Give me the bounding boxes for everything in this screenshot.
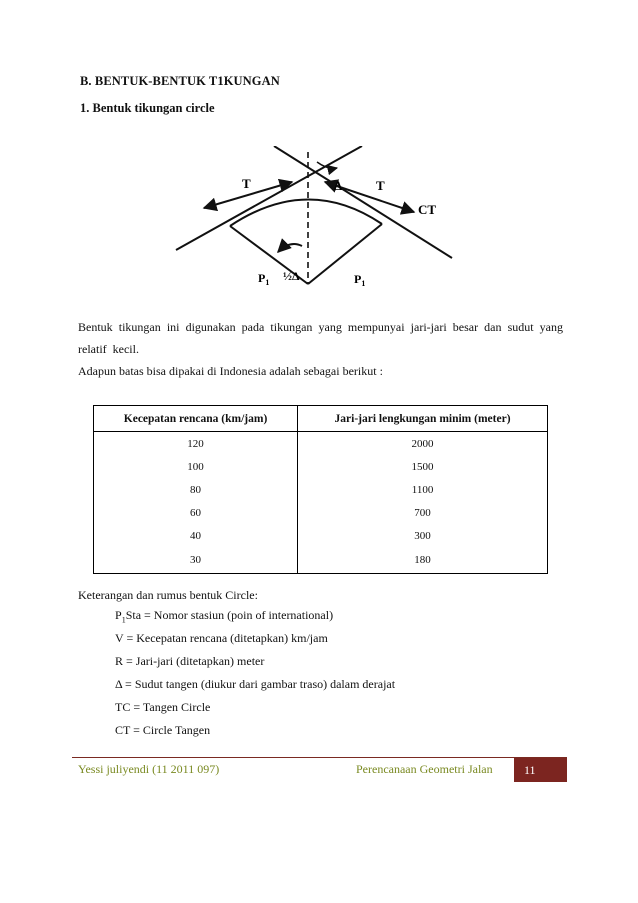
label-delta: Δ (334, 178, 343, 193)
table-cell-speed: 120 (94, 432, 298, 456)
footer-divider (72, 757, 567, 758)
legend-item: CT = Circle Tangen (115, 723, 211, 737)
label-p1-left: $P_1$ (258, 271, 270, 287)
table-cell-speed: 60 (94, 501, 298, 524)
table-cell-speed: 30 (94, 547, 298, 574)
legend-title: Keterangan dan rumus bentuk Circle: (78, 588, 258, 602)
paragraph-limits-intro: Adapun batas bisa dipakai di Indonesia adalah sebagai berikut : (78, 364, 383, 378)
circle-arc (230, 199, 382, 226)
radius-right (308, 224, 382, 284)
table-row (94, 478, 548, 501)
label-t-left: T (242, 176, 251, 191)
page-number: 11 (514, 758, 567, 782)
circle-curve-diagram (170, 146, 460, 304)
legend-item: R = Jari-jari (ditetapkan) meter (115, 654, 265, 668)
table-row (94, 455, 548, 478)
table-cell-speed: 100 (94, 455, 298, 478)
legend-item: Δ = Sudut tangen (diukur dari gambar traso) dalam derajat (115, 677, 396, 691)
footer-course: Perencanaan Geometri Jalan (356, 762, 493, 776)
table-cell-speed: 40 (94, 524, 298, 547)
subsection-title: 1. Bentuk tikungan circle (80, 101, 215, 115)
legend-item: V = Kecepatan rencana (ditetapkan) km/jam (115, 631, 328, 645)
table-cell-radius: 180 (298, 547, 548, 574)
table-cell-radius: 2000 (298, 432, 548, 456)
table-cell-radius: 700 (298, 501, 548, 524)
table-cell-radius: 1500 (298, 455, 548, 478)
table-header-speed: Kecepatan rencana (km/jam) (94, 406, 298, 432)
table-cell-radius: 1100 (298, 478, 548, 501)
legend-item-p1sta: $P_1Sta$ = Nomor stasiun (poin of international) (115, 608, 334, 625)
table-cell-speed: 80 (94, 478, 298, 501)
label-half-delta: ½Δ (283, 269, 300, 283)
table-cell-radius: 300 (298, 524, 548, 547)
radius-limits-table (93, 405, 548, 574)
paragraph-description: Bentuk tikungan ini digunakan pada tikungan yang mempunyai jari-jari besar dan sudut yang relatif kecil. (78, 320, 563, 356)
table-header-row (94, 406, 548, 432)
half-delta-angle-arc (278, 244, 302, 252)
table-row (94, 524, 548, 547)
tangent-line-left (176, 146, 362, 250)
label-t-right: T (376, 178, 385, 193)
section-title: B. BENTUK-BENTUK T1KUNGAN (80, 74, 280, 88)
legend-item: TC = Tangen Circle (115, 700, 211, 714)
table-header-radius: Jari-jari lengkungan minim (meter) (298, 406, 548, 432)
table-row (94, 547, 548, 574)
table-row (94, 432, 548, 456)
label-ct: CT (418, 202, 437, 217)
legend-list (115, 604, 395, 742)
label-p1-right: $P_1$ (354, 272, 366, 288)
table-row (94, 501, 548, 524)
footer-author: Yessi juliyendi (11 2011 097) (78, 762, 220, 776)
